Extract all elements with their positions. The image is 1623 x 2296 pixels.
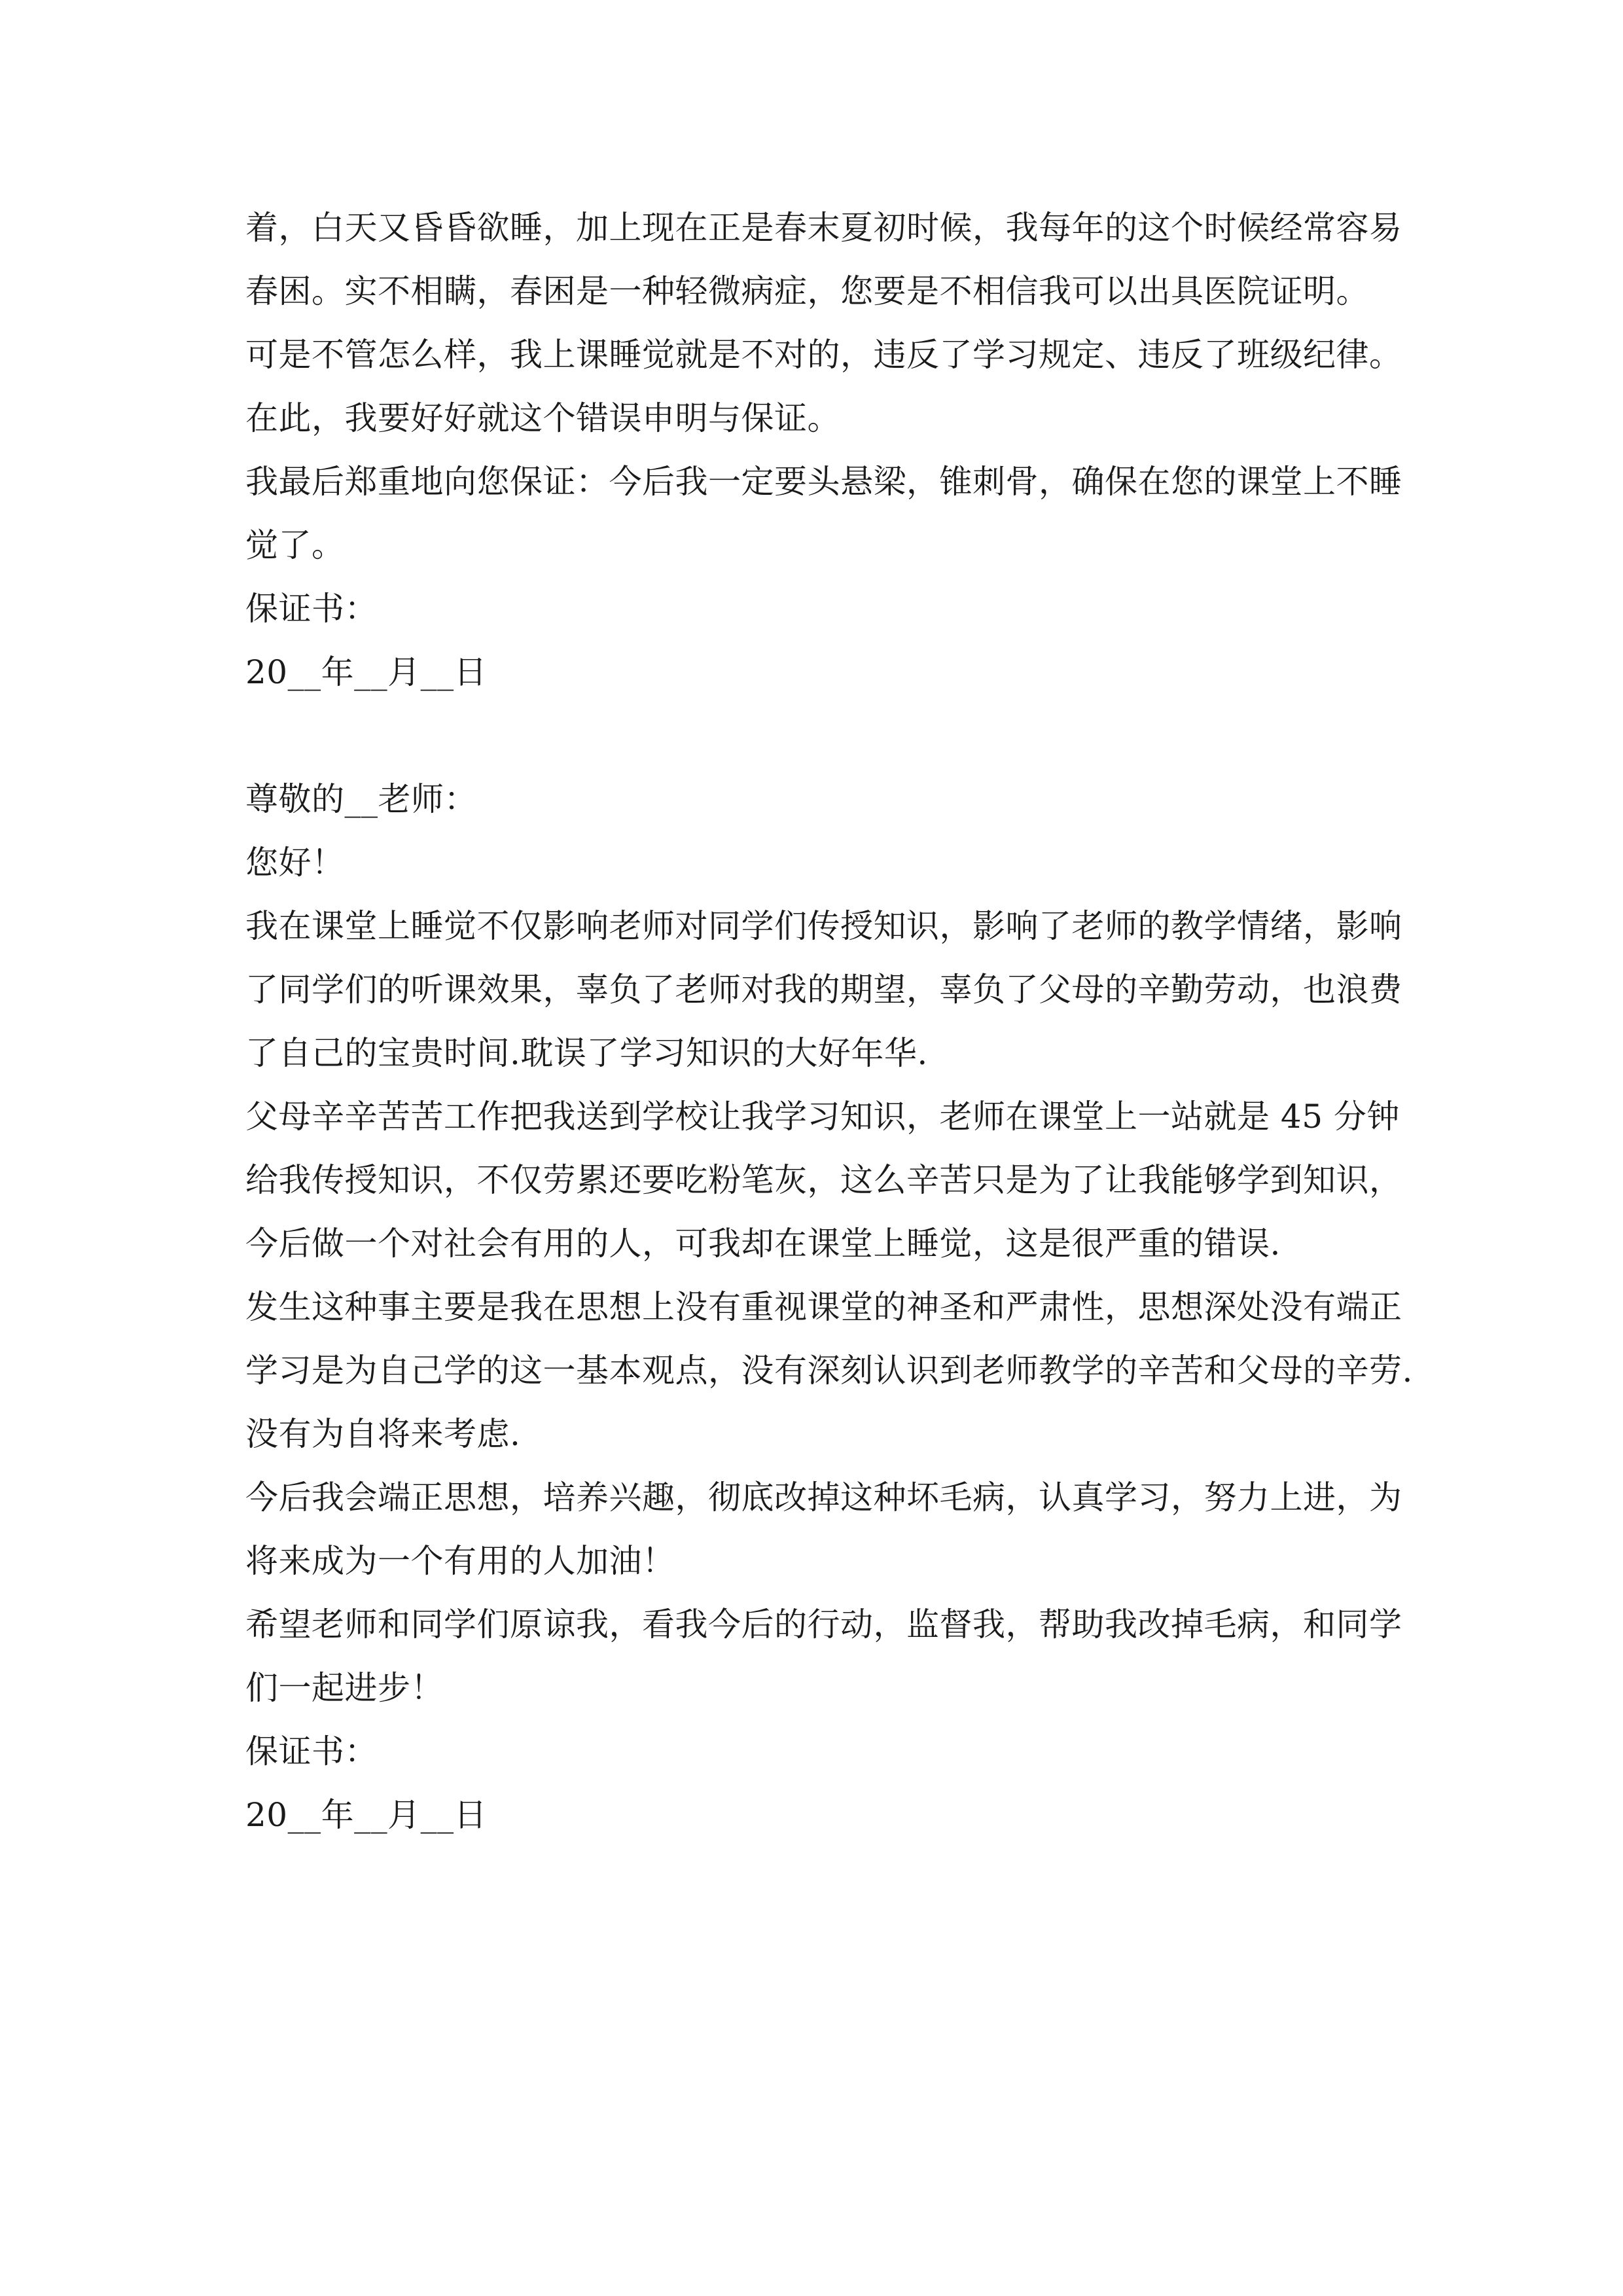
body-line: 了同学们的听课效果，辜负了老师对我的期望，辜负了父母的辛勤劳动，也浪费 bbox=[245, 971, 1402, 1009]
body-line: 今后做一个对社会有用的人，可我却在课堂上睡觉，这是很严重的错误. bbox=[245, 1225, 1281, 1263]
body-line: 希望老师和同学们原谅我，看我今后的行动，监督我，帮助我改掉毛病，和同学 bbox=[245, 1605, 1402, 1643]
body-line: 没有为自将来考虑. bbox=[245, 1415, 521, 1453]
body-line: 着，白天又昏昏欲睡，加上现在正是春末夏初时候，我每年的这个时候经常容易 bbox=[245, 209, 1402, 247]
body-line: 们一起进步！ bbox=[245, 1669, 444, 1707]
body-line: 发生这种事主要是我在思想上没有重视课堂的神圣和严肃性，思想深处没有端正 bbox=[245, 1288, 1402, 1326]
body-line: 给我传授知识，不仅劳累还要吃粉笔灰，这么辛苦只是为了让我能够学到知识， bbox=[245, 1161, 1402, 1199]
body-line: 父母辛辛苦苦工作把我送到学校让我学习知识，老师在课堂上一站就是 45 分钟 bbox=[245, 1098, 1400, 1136]
date-line: 20__年__月__日 bbox=[245, 1796, 488, 1834]
signature-label: 保证书： bbox=[245, 1732, 378, 1770]
body-line: 在此，我要好好就这个错误申明与保证。 bbox=[245, 399, 840, 437]
body-line: 今后我会端正思想，培养兴趣，彻底改掉这种坏毛病，认真学习，努力上进，为 bbox=[245, 1479, 1402, 1516]
section-2 bbox=[245, 768, 1413, 1847]
body-line: 将来成为一个有用的人加油！ bbox=[245, 1542, 675, 1580]
body-line: 学习是为自己学的这一基本观点，没有深刻认识到老师教学的辛苦和父母的辛劳. bbox=[245, 1352, 1413, 1390]
date-line: 20__年__月__日 bbox=[245, 653, 488, 691]
body-line: 觉了。 bbox=[245, 526, 345, 564]
signature-label: 保证书： bbox=[245, 590, 378, 628]
greeting: 您好！ bbox=[245, 844, 345, 882]
body-line: 我最后郑重地向您保证：今后我一定要头悬梁，锥刺骨，确保在您的课堂上不睡 bbox=[245, 463, 1402, 501]
body-line: 我在课堂上睡觉不仅影响老师对同学们传授知识，影响了老师的教学情绪，影响 bbox=[245, 907, 1402, 945]
body-line: 春困。实不相瞒，春困是一种轻微病症，您要是不相信我可以出具医院证明。 bbox=[245, 272, 1369, 310]
body-line: 了自己的宝贵时间.耽误了学习知识的大好年华. bbox=[245, 1034, 928, 1072]
salutation: 尊敬的__老师： bbox=[245, 780, 477, 818]
document-body bbox=[245, 196, 1413, 1847]
section-gap bbox=[245, 704, 1397, 768]
body-line: 可是不管怎么样，我上课睡觉就是不对的，违反了学习规定、违反了班级纪律。 bbox=[245, 336, 1402, 374]
section-1 bbox=[245, 196, 1402, 704]
